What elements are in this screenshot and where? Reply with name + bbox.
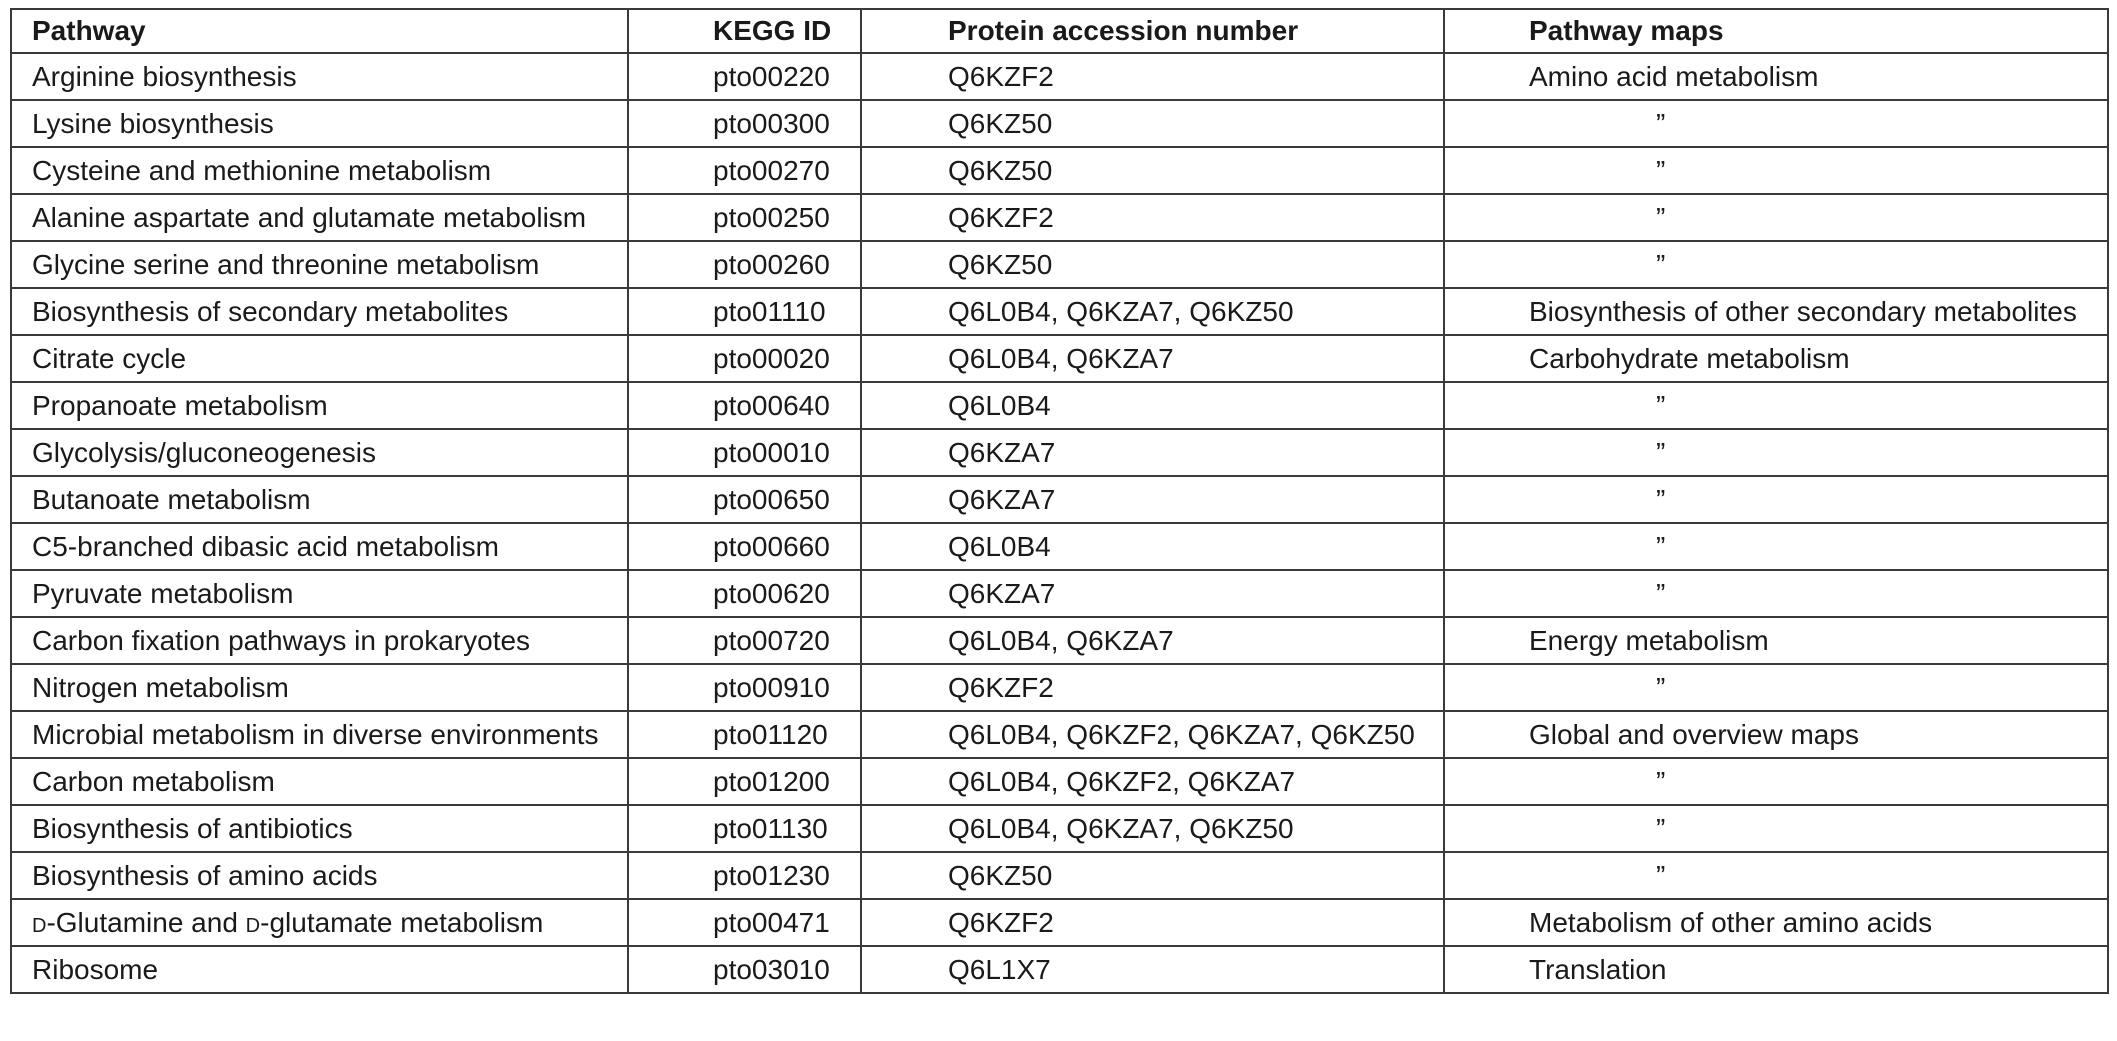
cell-pathway-map: ” [1444,758,2108,805]
cell-pathway-map: ” [1444,852,2108,899]
header-pathway: Pathway [11,9,628,53]
cell-pathway: Cysteine and methionine metabolism [11,147,628,194]
cell-pathway: Carbon metabolism [11,758,628,805]
cell-protein-accession: Q6KZA7 [861,476,1444,523]
table-header-row [11,9,2108,53]
cell-kegg-id: pto01230 [628,852,861,899]
cell-kegg-id: pto00300 [628,100,861,147]
cell-pathway-map: ” [1444,476,2108,523]
cell-pathway: Lysine biosynthesis [11,100,628,147]
cell-pathway: Propanoate metabolism [11,382,628,429]
table-row [11,711,2108,758]
table-body [11,53,2108,993]
cell-pathway-map: Global and overview maps [1444,711,2108,758]
cell-protein-accession: Q6L0B4, Q6KZF2, Q6KZA7 [861,758,1444,805]
cell-protein-accession: Q6KZ50 [861,147,1444,194]
table-row [11,476,2108,523]
table-row [11,335,2108,382]
table-row [11,288,2108,335]
table-row [11,946,2108,993]
cell-pathway-map: Biosynthesis of other secondary metabolites [1444,288,2108,335]
cell-kegg-id: pto00660 [628,523,861,570]
cell-pathway: Ribosome [11,946,628,993]
pathway-table-container [10,8,2107,994]
cell-pathway: Biosynthesis of antibiotics [11,805,628,852]
table-row [11,570,2108,617]
cell-pathway-map: ” [1444,100,2108,147]
header-kegg-id: KEGG ID [628,9,861,53]
cell-protein-accession: Q6L1X7 [861,946,1444,993]
table-row [11,758,2108,805]
table-row [11,194,2108,241]
cell-protein-accession: Q6L0B4, Q6KZF2, Q6KZA7, Q6KZ50 [861,711,1444,758]
cell-kegg-id: pto00640 [628,382,861,429]
cell-protein-accession: Q6KZ50 [861,852,1444,899]
table-row [11,805,2108,852]
cell-protein-accession: Q6L0B4 [861,523,1444,570]
cell-kegg-id: pto00720 [628,617,861,664]
cell-kegg-id: pto01130 [628,805,861,852]
cell-kegg-id: pto00620 [628,570,861,617]
cell-protein-accession: Q6KZ50 [861,241,1444,288]
cell-pathway: d-Glutamine and d-glutamate metabolism [11,899,628,946]
table-row [11,100,2108,147]
cell-pathway: Alanine aspartate and glutamate metabolism [11,194,628,241]
cell-protein-accession: Q6KZA7 [861,570,1444,617]
cell-kegg-id: pto00260 [628,241,861,288]
cell-pathway-map: ” [1444,523,2108,570]
table-row [11,617,2108,664]
cell-pathway: Glycolysis/gluconeogenesis [11,429,628,476]
cell-pathway: Microbial metabolism in diverse environments [11,711,628,758]
cell-pathway-map: Metabolism of other amino acids [1444,899,2108,946]
header-pathway-maps: Pathway maps [1444,9,2108,53]
cell-kegg-id: pto00910 [628,664,861,711]
table-row [11,899,2108,946]
cell-pathway-map: ” [1444,570,2108,617]
table-row [11,852,2108,899]
cell-kegg-id: pto00650 [628,476,861,523]
cell-pathway: Nitrogen metabolism [11,664,628,711]
table-row [11,664,2108,711]
cell-pathway-map: Amino acid metabolism [1444,53,2108,100]
cell-pathway: Arginine biosynthesis [11,53,628,100]
cell-pathway-map: ” [1444,147,2108,194]
table-row [11,241,2108,288]
cell-kegg-id: pto00250 [628,194,861,241]
cell-kegg-id: pto03010 [628,946,861,993]
cell-protein-accession: Q6KZ50 [861,100,1444,147]
table-row [11,429,2108,476]
cell-pathway-map: Energy metabolism [1444,617,2108,664]
cell-pathway-map: ” [1444,805,2108,852]
cell-protein-accession: Q6KZF2 [861,194,1444,241]
cell-pathway: Biosynthesis of amino acids [11,852,628,899]
cell-pathway: Citrate cycle [11,335,628,382]
cell-pathway-map: ” [1444,241,2108,288]
cell-pathway-map: ” [1444,194,2108,241]
table-row [11,523,2108,570]
cell-protein-accession: Q6L0B4, Q6KZA7, Q6KZ50 [861,288,1444,335]
cell-pathway: Butanoate metabolism [11,476,628,523]
cell-pathway: C5-branched dibasic acid metabolism [11,523,628,570]
table-row [11,53,2108,100]
cell-pathway: Biosynthesis of secondary metabolites [11,288,628,335]
cell-protein-accession: Q6L0B4, Q6KZA7, Q6KZ50 [861,805,1444,852]
cell-pathway-map: ” [1444,429,2108,476]
cell-protein-accession: Q6KZF2 [861,664,1444,711]
pathway-table [10,8,2109,994]
cell-kegg-id: pto00270 [628,147,861,194]
table-row [11,147,2108,194]
cell-pathway-map: ” [1444,664,2108,711]
cell-pathway: Glycine serine and threonine metabolism [11,241,628,288]
cell-pathway: Carbon fixation pathways in prokaryotes [11,617,628,664]
cell-kegg-id: pto01110 [628,288,861,335]
cell-pathway-map: Translation [1444,946,2108,993]
header-protein-accession: Protein accession number [861,9,1444,53]
cell-kegg-id: pto01200 [628,758,861,805]
cell-kegg-id: pto00220 [628,53,861,100]
cell-pathway: Pyruvate metabolism [11,570,628,617]
cell-pathway-map: Carbohydrate metabolism [1444,335,2108,382]
cell-protein-accession: Q6KZF2 [861,53,1444,100]
table-row [11,382,2108,429]
cell-protein-accession: Q6L0B4, Q6KZA7 [861,617,1444,664]
cell-protein-accession: Q6L0B4 [861,382,1444,429]
cell-protein-accession: Q6KZA7 [861,429,1444,476]
cell-protein-accession: Q6KZF2 [861,899,1444,946]
cell-kegg-id: pto00020 [628,335,861,382]
cell-kegg-id: pto00010 [628,429,861,476]
cell-kegg-id: pto00471 [628,899,861,946]
cell-pathway-map: ” [1444,382,2108,429]
cell-kegg-id: pto01120 [628,711,861,758]
cell-protein-accession: Q6L0B4, Q6KZA7 [861,335,1444,382]
